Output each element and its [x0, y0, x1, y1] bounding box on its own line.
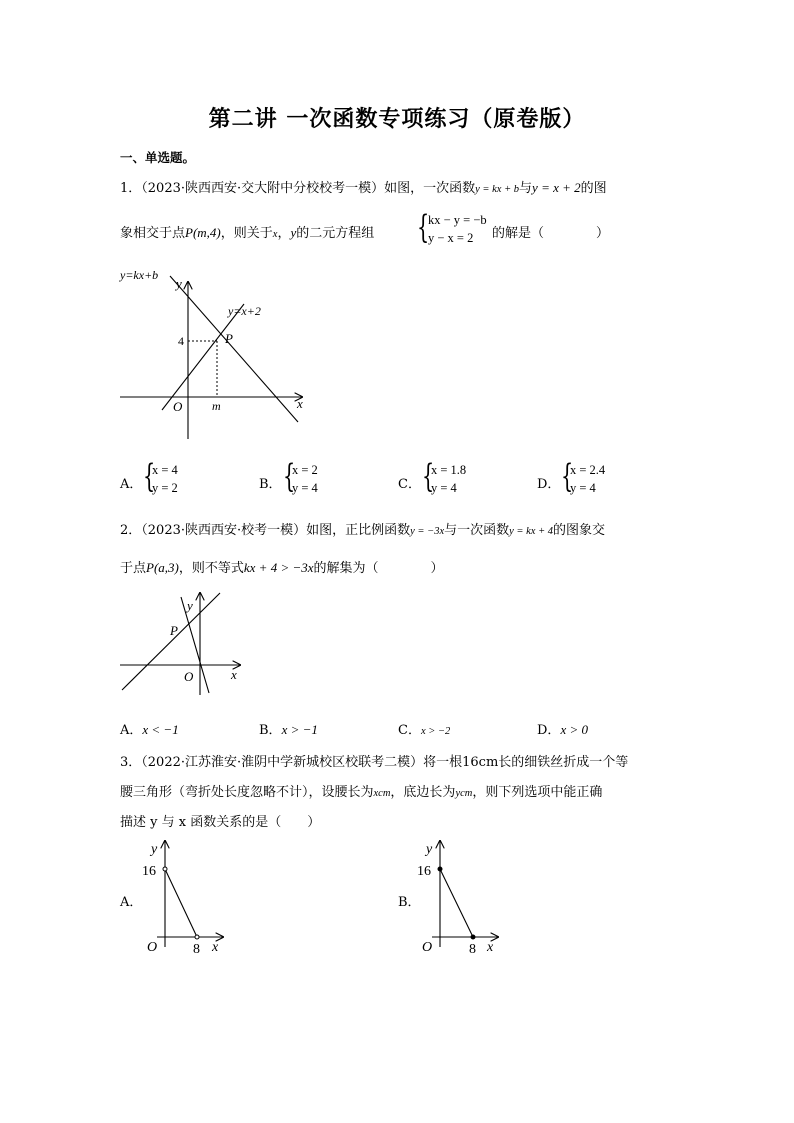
q2-eq1: y = −3x	[410, 526, 445, 537]
q1-line-yx2	[162, 304, 244, 410]
q1-graph	[110, 262, 320, 447]
q2-option-b-letter: B．	[259, 723, 282, 738]
q3-ycm: ycm	[455, 788, 473, 799]
q1-eq1: y = kx + b	[475, 184, 520, 195]
q1-x-label: x	[297, 396, 303, 411]
q3b-x-label: x	[487, 940, 494, 955]
q1-label-yx2: y=x+2	[228, 304, 261, 318]
q1-line2-a	[120, 222, 374, 241]
q1-option-d-brace: {	[561, 457, 574, 495]
q1-text-d: 象相交于点	[120, 226, 186, 241]
q2-text-e: ，则不等式	[178, 561, 244, 576]
q2-option-d-text: x > 0	[560, 722, 588, 737]
q3-option-b-graph[interactable]	[410, 835, 510, 955]
q1-text-a: 1．（2023·陕西西安·交大附中分校校考一模）如图，一次函数	[120, 181, 476, 196]
q3a-origin-label: O	[147, 940, 158, 955]
q2-eq2: y = kx + 4	[509, 526, 554, 537]
q3a-y-label: y	[151, 842, 158, 857]
q2-point: P(a,3)	[146, 560, 179, 575]
q3b-origin-label: O	[422, 940, 433, 955]
q1-option-c-brace: {	[422, 457, 435, 495]
q2-option-a-letter: A．	[120, 723, 143, 738]
q1-option-a-l1: x = 4	[152, 463, 178, 477]
q1-origin-label: O	[173, 399, 183, 414]
q2-line-kx4	[122, 593, 220, 690]
q3-line3: 描述 y 与 x 函数关系的是（ ）	[120, 815, 321, 830]
q3a-open-dot-y	[163, 867, 167, 871]
q1-point-label: P	[225, 331, 233, 346]
q1-tick-x-label: m	[212, 399, 221, 413]
q2-text-b: 与一次函数	[444, 523, 510, 538]
q1-var-x: x	[272, 229, 278, 240]
page-title: 第二讲 一次函数专项练习（原卷版）	[208, 107, 586, 132]
q2-origin-label: O	[184, 669, 194, 684]
q2-option-a[interactable]	[120, 719, 179, 738]
q1-option-c-letter[interactable]: C．	[398, 477, 421, 492]
q2-line2	[120, 557, 444, 576]
q3a-x-value: 8	[193, 942, 200, 955]
q1-option-d-l2: y = 4	[570, 481, 596, 495]
q1-system-line1: kx − y = −b	[428, 213, 487, 227]
q1-option-a-brace: {	[143, 457, 156, 495]
q1-option-d-l1: x = 2.4	[570, 463, 606, 477]
q2-line1	[120, 519, 605, 538]
q3-option-b-letter[interactable]: B．	[398, 895, 421, 910]
section-heading: 一、单选题。	[120, 150, 196, 165]
q2-ineq: kx + 4 > −3x	[243, 560, 314, 575]
q1-option-b-brace: {	[283, 457, 296, 495]
q3a-x-label: x	[212, 940, 219, 955]
q1-system-brace: {	[417, 208, 430, 246]
q3a-segment	[165, 869, 197, 937]
q2-text-c: 的图象交	[553, 523, 606, 538]
q3a-open-dot-x	[195, 935, 199, 939]
q3b-solid-dot-y	[438, 867, 442, 871]
q3b-solid-dot-x	[471, 935, 475, 939]
q1-line1	[120, 177, 607, 196]
q2-option-d-letter: D．	[537, 723, 561, 738]
q3b-y-value: 16	[417, 864, 431, 879]
q1-text-g: 的解是（ ）	[492, 226, 610, 241]
q1-text-b: 与	[519, 181, 533, 196]
q1-option-c-l1: x = 1.8	[431, 463, 467, 477]
q2-graph	[110, 585, 260, 700]
q3a-y-value: 16	[142, 864, 156, 879]
q1-option-c[interactable]	[431, 461, 466, 497]
q3b-y-label: y	[426, 842, 433, 857]
q2-text-d: 于点	[120, 561, 147, 576]
q1-comma: ，	[277, 226, 291, 241]
q2-point-label: P	[170, 623, 178, 638]
q1-var-y: y	[290, 225, 297, 240]
q1-option-d[interactable]	[570, 461, 605, 497]
q2-x-label: x	[231, 667, 237, 682]
q3-option-a-letter[interactable]: A．	[120, 895, 143, 910]
q3-line2	[120, 781, 602, 800]
q1-option-b-l1: x = 2	[292, 463, 318, 477]
q1-text-e: ，则关于	[220, 226, 273, 241]
q3b-segment	[440, 869, 473, 937]
q2-option-b-text: x > −1	[281, 722, 318, 737]
q1-option-b[interactable]	[292, 461, 318, 497]
q1-tick-y-label: 4	[178, 334, 184, 348]
q1-option-a-l2: y = 2	[152, 481, 178, 495]
q2-option-d[interactable]	[537, 719, 588, 738]
q1-option-b-l2: y = 4	[292, 481, 318, 495]
q1-option-a-letter[interactable]: A．	[120, 477, 143, 492]
q2-text-f: 的解集为（ ）	[313, 561, 444, 576]
q1-text-f: 的二元方程组	[296, 226, 375, 241]
q3-text-a: 腰三角形（弯折处长度忽略不计），设腰长为	[120, 785, 374, 800]
q1-option-b-letter[interactable]: B．	[259, 477, 282, 492]
q2-option-c-letter: C．	[398, 723, 421, 738]
q1-text-c: 的图	[580, 181, 607, 196]
q1-eq2: y = x + 2	[532, 180, 581, 195]
q2-text-a: 2．（2023·陕西西安·校考一模）如图，正比例函数	[120, 523, 411, 538]
q1-line-kxb	[170, 276, 298, 422]
q3-xcm: xcm	[373, 788, 391, 799]
q3-line1: 3．（2022·江苏淮安·淮阴中学新城校区校联考二模）将一根16cm长的细铁丝折成一个等	[120, 755, 629, 770]
q1-system-line2: y − x = 2	[428, 231, 474, 245]
q2-option-a-text: x < −1	[142, 722, 179, 737]
q1-label-kxb: y=kx+b	[120, 268, 159, 282]
q1-system	[428, 211, 487, 247]
q3-text-c: ，则下列选项中能正确	[472, 785, 603, 800]
q3-option-a-graph[interactable]	[135, 835, 235, 955]
q1-option-c-l2: y = 4	[431, 481, 457, 495]
q1-option-a[interactable]	[152, 461, 178, 497]
q3-text-b: ，底边长为	[390, 785, 456, 800]
q1-y-label: y	[176, 276, 182, 291]
q3b-x-value: 8	[469, 942, 476, 955]
q2-option-c-text: x > −2	[420, 726, 451, 737]
q1-point: P(m,4)	[185, 225, 221, 240]
q2-y-label: y	[187, 598, 193, 613]
q1-option-d-letter[interactable]: D．	[537, 477, 561, 492]
q2-option-b[interactable]	[259, 719, 318, 738]
q2-option-c[interactable]	[398, 719, 450, 738]
